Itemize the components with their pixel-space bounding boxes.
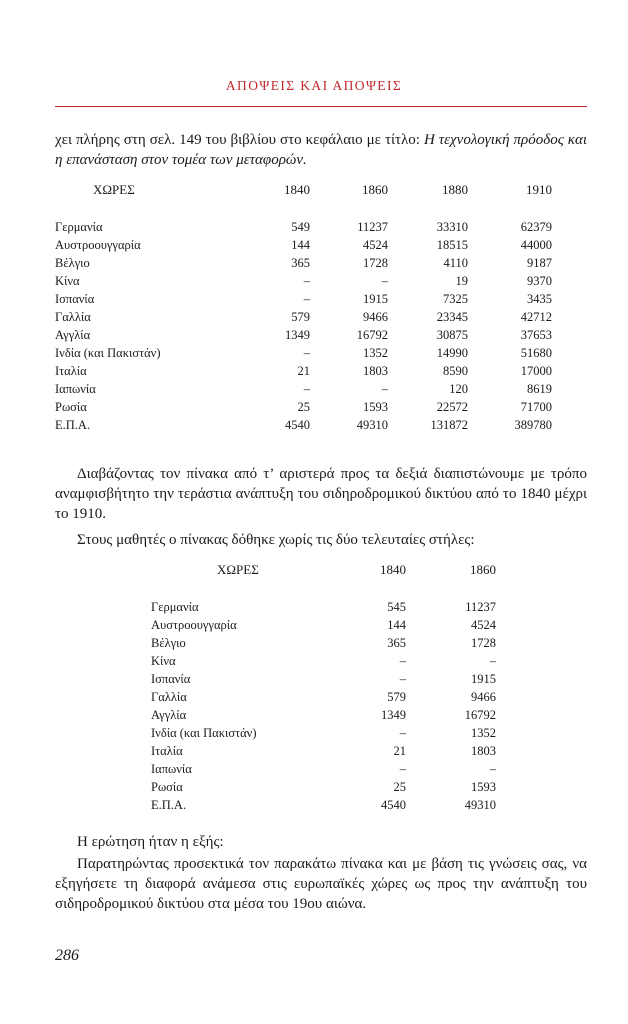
column-header: 1860 bbox=[470, 562, 496, 577]
value-cell: – bbox=[303, 382, 310, 396]
value-cell: 62379 bbox=[520, 220, 552, 234]
country-cell: Γερμανία bbox=[55, 220, 103, 234]
value-cell: 22572 bbox=[436, 400, 468, 414]
running-header: ΑΠΟΨΕΙΣ ΚΑΙ ΑΠΟΨΕΙΣ bbox=[225, 78, 403, 93]
value-cell: 4110 bbox=[443, 256, 468, 270]
value-cell: 1915 bbox=[471, 672, 496, 686]
country-cell: Ινδία (και Πακιστάν) bbox=[55, 346, 161, 360]
table-body bbox=[55, 218, 552, 434]
value-cell: 1728 bbox=[471, 636, 496, 650]
value-cell: 1803 bbox=[471, 744, 496, 758]
column-header: ΧΩΡΕΣ bbox=[217, 562, 259, 577]
table-row bbox=[55, 218, 552, 236]
value-cell: 4524 bbox=[471, 618, 496, 632]
value-cell: 1349 bbox=[285, 328, 310, 342]
value-cell: 9187 bbox=[527, 256, 552, 270]
table-row bbox=[151, 616, 496, 634]
value-cell: 14990 bbox=[436, 346, 468, 360]
table-row bbox=[151, 778, 496, 796]
table-row bbox=[151, 598, 496, 616]
value-cell: 11237 bbox=[465, 600, 496, 614]
value-cell: 549 bbox=[291, 220, 310, 234]
value-cell: 1352 bbox=[471, 726, 496, 740]
value-cell: 1593 bbox=[363, 400, 388, 414]
value-cell: 42712 bbox=[520, 310, 552, 324]
column-header: 1840 bbox=[380, 562, 406, 577]
railway-table-partial bbox=[151, 560, 496, 814]
value-cell: 23345 bbox=[436, 310, 468, 324]
value-cell: 3435 bbox=[527, 292, 552, 306]
value-cell: 25 bbox=[297, 400, 310, 414]
country-cell: Γερμανία bbox=[151, 600, 199, 614]
value-cell: 19 bbox=[455, 274, 468, 288]
analysis-paragraph: Διαβάζοντας τον πίνακα από τ’ αριστερά προς τα δεξιά διαπιστώνουμε με τρόπο αναμφισβήτητο την τεράστια ανάπτυξη του σιδηροδρομικού δικτύου από το 1840 μέχρι το 1910. bbox=[55, 466, 587, 522]
column-header: 1860 bbox=[362, 182, 388, 197]
table-row bbox=[55, 398, 552, 416]
country-cell: Βέλγιο bbox=[55, 256, 90, 270]
value-cell: – bbox=[399, 672, 406, 686]
value-cell: 9370 bbox=[527, 274, 552, 288]
value-cell: 8619 bbox=[527, 382, 552, 396]
value-cell: 25 bbox=[393, 780, 406, 794]
value-cell: 11237 bbox=[357, 220, 388, 234]
value-cell: 4540 bbox=[285, 418, 310, 432]
value-cell: 545 bbox=[387, 600, 406, 614]
column-header: 1910 bbox=[526, 182, 552, 197]
value-cell: 365 bbox=[291, 256, 310, 270]
value-cell: 131872 bbox=[430, 418, 468, 432]
table-row bbox=[151, 634, 496, 652]
intro-text: χει πλήρης στη σελ. 149 του βιβλίου στο κεφάλαιο με τίτλο: bbox=[55, 132, 424, 148]
table-body bbox=[151, 598, 496, 814]
value-cell: 18515 bbox=[436, 238, 468, 252]
country-cell: Αγγλία bbox=[55, 328, 91, 342]
value-cell: – bbox=[381, 274, 388, 288]
table-row bbox=[151, 688, 496, 706]
value-cell: 37653 bbox=[520, 328, 552, 342]
value-cell: – bbox=[399, 726, 406, 740]
country-cell: Αυστροουγγαρία bbox=[151, 618, 237, 632]
table-header-row bbox=[151, 560, 496, 580]
page-number: 286 bbox=[55, 947, 79, 964]
intro-paragraph bbox=[55, 130, 587, 170]
column-header: ΧΩΡΕΣ bbox=[93, 182, 135, 197]
value-cell: 21 bbox=[393, 744, 406, 758]
value-cell: 579 bbox=[387, 690, 406, 704]
value-cell: 7325 bbox=[443, 292, 468, 306]
table-row bbox=[55, 290, 552, 308]
column-header: 1840 bbox=[284, 182, 310, 197]
table-row bbox=[151, 670, 496, 688]
country-cell: Ιταλία bbox=[55, 364, 87, 378]
table-header-row bbox=[55, 180, 552, 200]
header-rule bbox=[55, 106, 587, 107]
value-cell: 16792 bbox=[356, 328, 388, 342]
value-cell: – bbox=[303, 292, 310, 306]
value-cell: 1352 bbox=[363, 346, 388, 360]
value-cell: 1349 bbox=[381, 708, 406, 722]
country-cell: Ισπανία bbox=[55, 292, 95, 306]
value-cell: – bbox=[303, 346, 310, 360]
value-cell: 4524 bbox=[363, 238, 388, 252]
table-row bbox=[55, 254, 552, 272]
question-paragraph: Παρατηρώντας προσεκτικά τον παρακάτω πίνακα και με βάση τις γνώσεις σας, να εξηγήσετε τη διαφορά ανάμεσα στις ευρωπαϊκές χώρες ως προς την ανάπτυξη του σιδηροδρομικού δικτύου στα μέσα του 19ου αιώνα. bbox=[55, 856, 587, 912]
country-cell: Βέλγιο bbox=[151, 636, 186, 650]
value-cell: – bbox=[489, 654, 496, 668]
country-cell: Ε.Π.Α. bbox=[151, 798, 187, 812]
country-cell: Γαλλία bbox=[151, 690, 187, 704]
value-cell: 17000 bbox=[520, 364, 552, 378]
value-cell: 9466 bbox=[471, 690, 496, 704]
value-cell: 365 bbox=[387, 636, 406, 650]
value-cell: – bbox=[399, 654, 406, 668]
table-row bbox=[55, 308, 552, 326]
value-cell: 579 bbox=[291, 310, 310, 324]
instruction-paragraph: Στους μαθητές ο πίνακας δόθηκε χωρίς τις δύο τελευταίες στήλες: bbox=[77, 532, 475, 548]
value-cell: 144 bbox=[387, 618, 406, 632]
country-cell: Αυστροουγγαρία bbox=[55, 238, 141, 252]
country-cell: Αγγλία bbox=[151, 708, 187, 722]
value-cell: 1915 bbox=[363, 292, 388, 306]
table-row bbox=[55, 272, 552, 290]
country-cell: Ρωσία bbox=[151, 780, 183, 794]
table-row bbox=[151, 760, 496, 778]
value-cell: 4540 bbox=[381, 798, 406, 812]
country-cell: Ινδία (και Πακιστάν) bbox=[151, 726, 257, 740]
value-cell: – bbox=[399, 762, 406, 776]
table-row bbox=[151, 652, 496, 670]
value-cell: 49310 bbox=[464, 798, 496, 812]
value-cell: 33310 bbox=[436, 220, 468, 234]
country-cell: Ρωσία bbox=[55, 400, 87, 414]
table-row bbox=[55, 326, 552, 344]
table-row bbox=[55, 362, 552, 380]
value-cell: 120 bbox=[449, 382, 468, 396]
country-cell: Ιταλία bbox=[151, 744, 183, 758]
value-cell: – bbox=[381, 382, 388, 396]
value-cell: 51680 bbox=[520, 346, 552, 360]
table-row bbox=[151, 706, 496, 724]
country-cell: Κίνα bbox=[55, 274, 80, 288]
value-cell: 1593 bbox=[471, 780, 496, 794]
table-row bbox=[55, 236, 552, 254]
column-header: 1880 bbox=[442, 182, 468, 197]
table-row bbox=[55, 344, 552, 362]
table-row bbox=[151, 742, 496, 760]
country-cell: Ιαπωνία bbox=[151, 762, 192, 776]
value-cell: 44000 bbox=[520, 238, 552, 252]
value-cell: 21 bbox=[297, 364, 310, 378]
value-cell: 30875 bbox=[436, 328, 468, 342]
table-row bbox=[55, 380, 552, 398]
country-cell: Ε.Π.Α. bbox=[55, 418, 91, 432]
railway-table-full bbox=[55, 180, 552, 434]
country-cell: Γαλλία bbox=[55, 310, 91, 324]
value-cell: – bbox=[489, 762, 496, 776]
value-cell: 1728 bbox=[363, 256, 388, 270]
table-row bbox=[151, 724, 496, 742]
value-cell: – bbox=[303, 274, 310, 288]
value-cell: 8590 bbox=[443, 364, 468, 378]
value-cell: 49310 bbox=[356, 418, 388, 432]
value-cell: 144 bbox=[291, 238, 310, 252]
value-cell: 16792 bbox=[464, 708, 496, 722]
country-cell: Κίνα bbox=[151, 654, 176, 668]
value-cell: 1803 bbox=[363, 364, 388, 378]
value-cell: 9466 bbox=[363, 310, 388, 324]
table-row bbox=[151, 796, 496, 814]
country-cell: Ισπανία bbox=[151, 672, 191, 686]
question-heading: Η ερώτηση ήταν η εξής: bbox=[77, 834, 224, 850]
country-cell: Ιαπωνία bbox=[55, 382, 96, 396]
value-cell: 389780 bbox=[514, 418, 552, 432]
value-cell: 71700 bbox=[520, 400, 552, 414]
table-row bbox=[55, 416, 552, 434]
chapter-title: Η τεχνολογική πρόοδος και η επανάσταση στον τομέα των μεταφορών. bbox=[55, 132, 588, 168]
